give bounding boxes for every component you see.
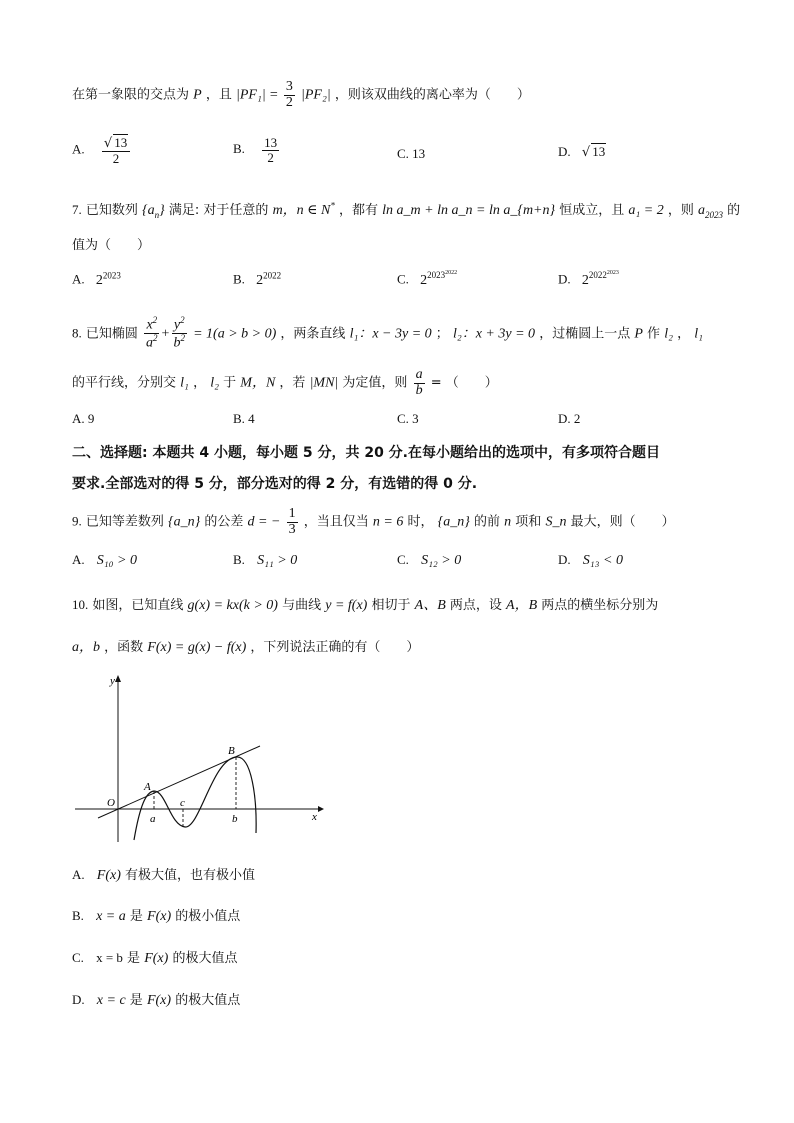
q6-b-num: 13 — [264, 135, 278, 150]
q6-text: ，则该双曲线的离心率为（ ） — [334, 87, 530, 103]
q8-ellipse-tail: = 1(a > b > 0) — [193, 326, 277, 342]
q6-option-d[interactable]: D. √ 13 — [558, 144, 606, 160]
q9-text: 的公差 — [204, 514, 244, 530]
q8-text: = （ ） — [430, 375, 498, 391]
option-eq: x = a — [96, 909, 126, 924]
q6-text: ，且 — [205, 87, 232, 103]
option-exp2: 2023 — [606, 270, 619, 276]
option-text: 的极小值点 — [175, 909, 241, 924]
q6-eq: = — [269, 87, 278, 103]
q6-option-c[interactable] — [397, 146, 425, 162]
q7-a2023: a — [698, 203, 706, 218]
q10-text: 相切于 — [371, 598, 411, 613]
option-label: B. — [233, 141, 245, 157]
q8-text: ， — [193, 375, 207, 391]
q10-stem-line2 — [72, 636, 419, 656]
q8-text: 已知椭圆 — [85, 326, 138, 342]
q8-mn-abs: |MN| — [309, 375, 339, 391]
q8-text: ，若 — [279, 375, 306, 391]
q6-point-p: P — [193, 87, 202, 103]
q6-option-b[interactable] — [233, 136, 281, 164]
q9-option-a[interactable] — [72, 552, 137, 569]
q8-ellipse-x-term: $\frac{x^2}{a^2}$ — [146, 315, 158, 351]
q10-text: ，函数 — [104, 640, 144, 655]
q8-point-p: P — [634, 326, 643, 342]
q9-n: n — [504, 514, 512, 530]
q6-a-den: 2 — [112, 150, 120, 166]
option-text: 的极大值点 — [172, 951, 238, 966]
q9-d: d = − — [247, 514, 281, 530]
q7-option-c[interactable] — [397, 270, 457, 289]
option-base: 2 — [420, 272, 428, 288]
option-exp: 2023 — [427, 270, 446, 280]
option-text: 是 — [129, 993, 143, 1008]
q10-ab: A、B — [414, 598, 446, 613]
question-number: 8. — [72, 325, 82, 341]
option-fx: F(x) — [96, 868, 121, 883]
q8-text: ，两条直线 — [280, 326, 346, 342]
label-x: x — [312, 811, 317, 823]
option-value: S₁₃ < 0 — [582, 553, 623, 568]
option-value: S₁₂ > 0 — [421, 553, 462, 568]
q7-stem-line1 — [72, 199, 740, 220]
option-text: 的极大值点 — [175, 993, 241, 1008]
option-fx: F(x) — [144, 951, 169, 966]
label-c: c — [180, 797, 185, 809]
section-heading-line2: 要求.全部选对的得 5 分，部分选对的得 2 分，有选错的得 0 分. — [72, 476, 478, 492]
q8-mn: M，N — [240, 375, 276, 391]
q9-option-c[interactable] — [397, 552, 461, 569]
q8-l2: l₂ — [210, 375, 219, 391]
q8-line-l2: l₂：x + 3y = 0 — [452, 326, 536, 342]
option-base: 2 — [581, 272, 589, 288]
option-fx: F(x) — [146, 993, 172, 1008]
x-axis-arrow — [318, 806, 324, 812]
option-text: 是 — [127, 951, 141, 966]
q6-fraction — [284, 80, 295, 110]
question-number: 7. — [72, 202, 82, 217]
q9-n6: n = 6 — [372, 514, 404, 530]
q8-ab-num: a — [415, 367, 423, 382]
label-point-a: A — [144, 781, 151, 793]
q10-option-a[interactable] — [72, 864, 255, 884]
q9-option-b[interactable] — [233, 552, 297, 569]
q8-text: ，过椭圆上一点 — [539, 326, 631, 342]
q7-text: 已知数列 — [85, 203, 138, 218]
q7-text: 满足: 对于任意的 — [168, 203, 269, 218]
option-base: 2 — [256, 272, 264, 288]
q9-d-num: 1 — [288, 506, 296, 521]
option-exp2: 2022 — [445, 270, 458, 276]
q7-a2023-sub: 2023 — [705, 209, 724, 220]
q9-text: 时， — [407, 514, 434, 530]
q7-option-d[interactable] — [558, 270, 619, 289]
q10-option-b[interactable] — [72, 905, 240, 925]
q9-text: 已知等差数列 — [85, 514, 164, 530]
q6-b-fraction — [262, 136, 279, 164]
q7-text: ，都有 — [339, 203, 379, 218]
q8-text: 于 — [223, 375, 237, 391]
q10-fx: F(x) = g(x) − f(x) — [147, 640, 247, 655]
q8-ellipse-y-term: $\frac{y^2}{b^2}$ — [173, 315, 185, 351]
q8-text: 为定值，则 — [342, 375, 408, 391]
q9-seq: {a_n} — [168, 514, 201, 530]
q8-option-c[interactable]: C. 3 — [397, 411, 419, 426]
q6-a-num: 13 — [114, 135, 128, 150]
label-b: b — [232, 813, 238, 825]
q9-text: 最大，则（ ） — [570, 514, 675, 530]
q8-ab-fraction — [414, 368, 425, 398]
q9-text: ，当且仅当 — [303, 514, 369, 530]
option-label: A. — [72, 271, 85, 287]
q8-l1: l₁ — [694, 326, 704, 342]
option-label: D. — [558, 144, 571, 159]
q10-option-d[interactable] — [72, 989, 240, 1009]
option-label: D. — [72, 992, 85, 1007]
q6-pf1: |PF₁| — [236, 87, 266, 103]
q8-option-b[interactable]: B. 4 — [233, 411, 255, 426]
q8-ab-den: b — [415, 382, 423, 398]
option-exp: 2022 — [263, 270, 282, 280]
q9-d-fraction — [287, 507, 298, 537]
option-fx: F(x) — [147, 909, 172, 924]
q9-d-den: 3 — [288, 521, 296, 537]
q7-vars: m，n ∈ N — [272, 203, 331, 218]
q8-text: ； — [435, 326, 449, 342]
q10-text: 两点，设 — [449, 598, 502, 613]
q8-text: 作 — [647, 326, 661, 342]
section-heading-line1: 二、选择题: 本题共 4 小题，每小题 5 分，共 20 分.在每小题给出的选项中，有多项符合题目 — [72, 445, 660, 461]
option-label: C. — [72, 950, 84, 965]
q6-option-a[interactable] — [72, 136, 132, 165]
q10-yfx: y = f(x) — [325, 598, 368, 613]
option-label: B. — [233, 552, 245, 567]
q7-text: 恒成立，且 — [559, 203, 625, 218]
option-value: S₁₀ > 0 — [96, 553, 137, 568]
q6-b-den: 2 — [267, 149, 274, 165]
q10-ab2: A，B — [506, 598, 538, 613]
q6-stem-line — [72, 80, 530, 110]
q7-option-a[interactable] — [72, 270, 121, 289]
option-text: 是 — [129, 909, 143, 924]
q10-option-c[interactable] — [72, 947, 237, 967]
q7-text: 的 — [727, 203, 741, 218]
q7-seq-sub: n — [154, 209, 160, 220]
option-label: A. — [72, 141, 85, 157]
q6-a-fraction: $\frac{√ 13}{2}$ — [102, 136, 130, 165]
question-number: 10. — [72, 597, 89, 612]
q7-seq: {a — [142, 203, 155, 218]
q9-text: 项和 — [515, 514, 542, 530]
q10-text: 两点的横坐标分别为 — [541, 598, 659, 613]
q9-seq2: {a_n} — [437, 514, 470, 530]
label-point-b: B — [228, 745, 235, 757]
option-exp: 2022 — [588, 270, 607, 280]
y-axis-arrow — [115, 675, 121, 682]
option-label: C. — [397, 552, 409, 567]
q8-l1: l₁ — [180, 375, 189, 391]
q8-line-l1: l₁：x − 3y = 0 — [349, 326, 432, 342]
q7-star: * — [330, 200, 335, 211]
curve-f — [134, 757, 256, 840]
q10-figure — [70, 670, 330, 845]
option-eq: x = b — [96, 950, 123, 965]
q10-gx: g(x) = kx(k > 0) — [187, 598, 278, 613]
q8-text: ， — [677, 326, 691, 342]
label-y: y — [110, 675, 115, 687]
option-label: D. — [558, 552, 571, 567]
option-text: 有极大值，也有极小值 — [125, 868, 256, 883]
option-value: 13 — [592, 144, 606, 159]
option-label: B. — [72, 908, 84, 923]
q10-text: 如图，已知直线 — [92, 598, 184, 613]
option-value: S₁₁ > 0 — [257, 553, 298, 568]
q10-stem-line1 — [72, 594, 658, 614]
question-number: 9. — [72, 513, 82, 529]
q10-text: 与曲线 — [282, 598, 322, 613]
label-o: O — [107, 797, 115, 809]
option-base: 2 — [95, 272, 103, 288]
option-label: C. — [397, 146, 409, 161]
q9-option-d[interactable] — [558, 552, 623, 569]
q7-equation: ln a_m + ln a_n = ln a_{m+n} — [382, 203, 556, 218]
q6-frac-den: 2 — [285, 94, 293, 110]
q8-text: 的平行线，分别交 — [72, 375, 177, 391]
option-label: A. — [72, 867, 85, 882]
option-exp: 2023 — [102, 270, 121, 280]
q10-text: ，下列说法正确的有（ ） — [250, 640, 420, 655]
q8-l2: l₂ — [664, 326, 673, 342]
q7-a1: a₁ = 2 — [628, 203, 664, 218]
q7-stem-line2: 值为（ ） — [72, 238, 151, 253]
q7-seq-end: } — [159, 203, 165, 218]
option-label: D. — [558, 271, 571, 287]
q8-option-a[interactable]: A. 9 — [72, 411, 95, 426]
q6-pf2: |PF₂| — [301, 87, 331, 103]
q10-ab-vars: a，b — [72, 640, 100, 655]
option-label: B. — [233, 271, 245, 287]
option-value: 13 — [412, 146, 426, 161]
q9-stem — [72, 507, 675, 537]
q6-text: 在第一象限的交点为 — [72, 87, 190, 103]
q8-option-d[interactable]: D. 2 — [558, 411, 581, 426]
option-eq: x = c — [96, 993, 126, 1008]
q8-stem-line2 — [72, 368, 498, 398]
label-a: a — [150, 813, 156, 825]
q9-sn: S_n — [545, 514, 567, 530]
q6-frac-num: 3 — [285, 79, 293, 94]
option-label: C. — [397, 271, 409, 287]
q8-stem-line1: 8. 已知椭圆 $\frac{x^2}{a^2}$ + $\frac{y^2}{b^2}$ = 1(a > b > 0) ，两条直线 l₁：x − 3y = 0 ； l₂：x + 3y = 0 ，过椭圆上一点 P 作 l₂ ， l₁ — [72, 315, 704, 351]
option-label: A. — [72, 552, 85, 567]
q9-text: 的前 — [473, 514, 500, 530]
q7-option-b[interactable] — [233, 270, 281, 289]
q7-text: ，则 — [667, 203, 694, 218]
